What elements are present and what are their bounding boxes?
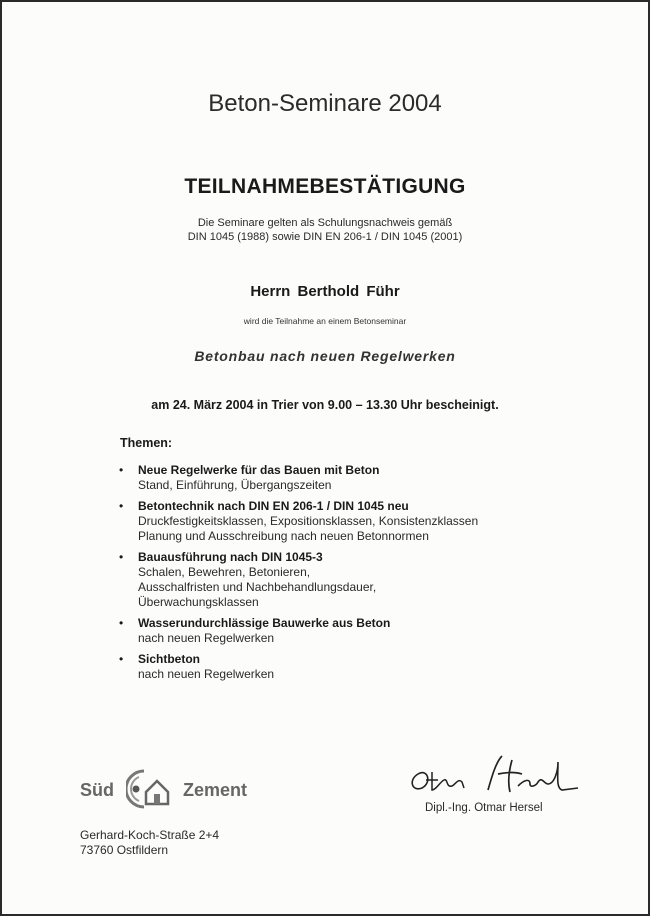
date-line: am 24. März 2004 in Trier von 9.00 – 13.30 Uhr bescheinigt.	[151, 398, 499, 412]
document-title: Beton-Seminare 2004	[208, 90, 442, 117]
company-logo	[80, 767, 270, 811]
validity-note-line-1: Die Seminare gelten als Schulungsnachweis gemäß	[197, 217, 453, 229]
topic-detail: Überwachungsklassen	[138, 595, 259, 609]
signer-name: Dipl.-Ing. Otmar Hersel	[425, 802, 543, 814]
address-street: Gerhard-Koch-Straße 2+4	[80, 828, 220, 842]
topic-title: Wasserundurchlässige Bauwerke aus Beton	[138, 616, 391, 630]
bullet-icon: •	[119, 550, 124, 564]
topic-title: Sichtbeton	[138, 652, 200, 666]
company-address	[80, 828, 219, 858]
logo-text-right: Zement	[183, 780, 248, 800]
house-logo-icon	[126, 767, 176, 811]
topic-list	[119, 463, 539, 688]
topic-title: Neue Regelwerke für das Bauen mit Beton	[138, 463, 380, 477]
bullet-icon: •	[119, 499, 124, 513]
topic-detail: Schalen, Bewehren, Betonieren,	[138, 565, 311, 579]
address-city: 73760 Ostfildern	[80, 843, 169, 857]
topic-detail: nach neuen Regelwerken	[138, 667, 275, 681]
bullet-icon: •	[119, 652, 124, 666]
topic-item	[119, 463, 539, 493]
course-title: Betonbau nach neuen Regelwerken	[194, 348, 456, 364]
validity-note-line-2: DIN 1045 (1988) sowie DIN EN 206-1 / DIN 1045 (2001)	[187, 231, 463, 243]
certificate-heading: TEILNAHMEBESTÄTIGUNG	[184, 175, 466, 198]
topic-detail: Planung und Ausschreibung nach neuen Betonnormen	[138, 529, 429, 543]
logo-text-left: Süd	[80, 780, 114, 800]
topic-item	[119, 616, 539, 646]
topic-title: Betontechnik nach DIN EN 206-1 / DIN 1045 neu	[138, 499, 409, 513]
themes-label: Themen:	[120, 436, 173, 450]
topic-title: Bauausführung nach DIN 1045-3	[138, 550, 323, 564]
participation-text: wird die Teilnahme an einem Betonseminar	[243, 316, 407, 326]
topic-detail: nach neuen Regelwerken	[138, 631, 275, 645]
recipient-name: Herrn Berthold Führ	[250, 283, 400, 300]
topic-item	[119, 652, 539, 682]
topic-item	[119, 499, 539, 544]
topic-detail: Stand, Einführung, Übergangszeiten	[138, 478, 332, 492]
bullet-icon: •	[119, 616, 124, 630]
bullet-icon: •	[119, 463, 124, 477]
topic-detail: Ausschalfristen und Nachbehandlungsdauer,	[138, 580, 377, 594]
topic-item	[119, 550, 539, 610]
topic-detail: Druckfestigkeitsklassen, Expositionsklassen, Konsistenzklassen	[138, 514, 479, 528]
handwritten-signature	[404, 750, 584, 802]
